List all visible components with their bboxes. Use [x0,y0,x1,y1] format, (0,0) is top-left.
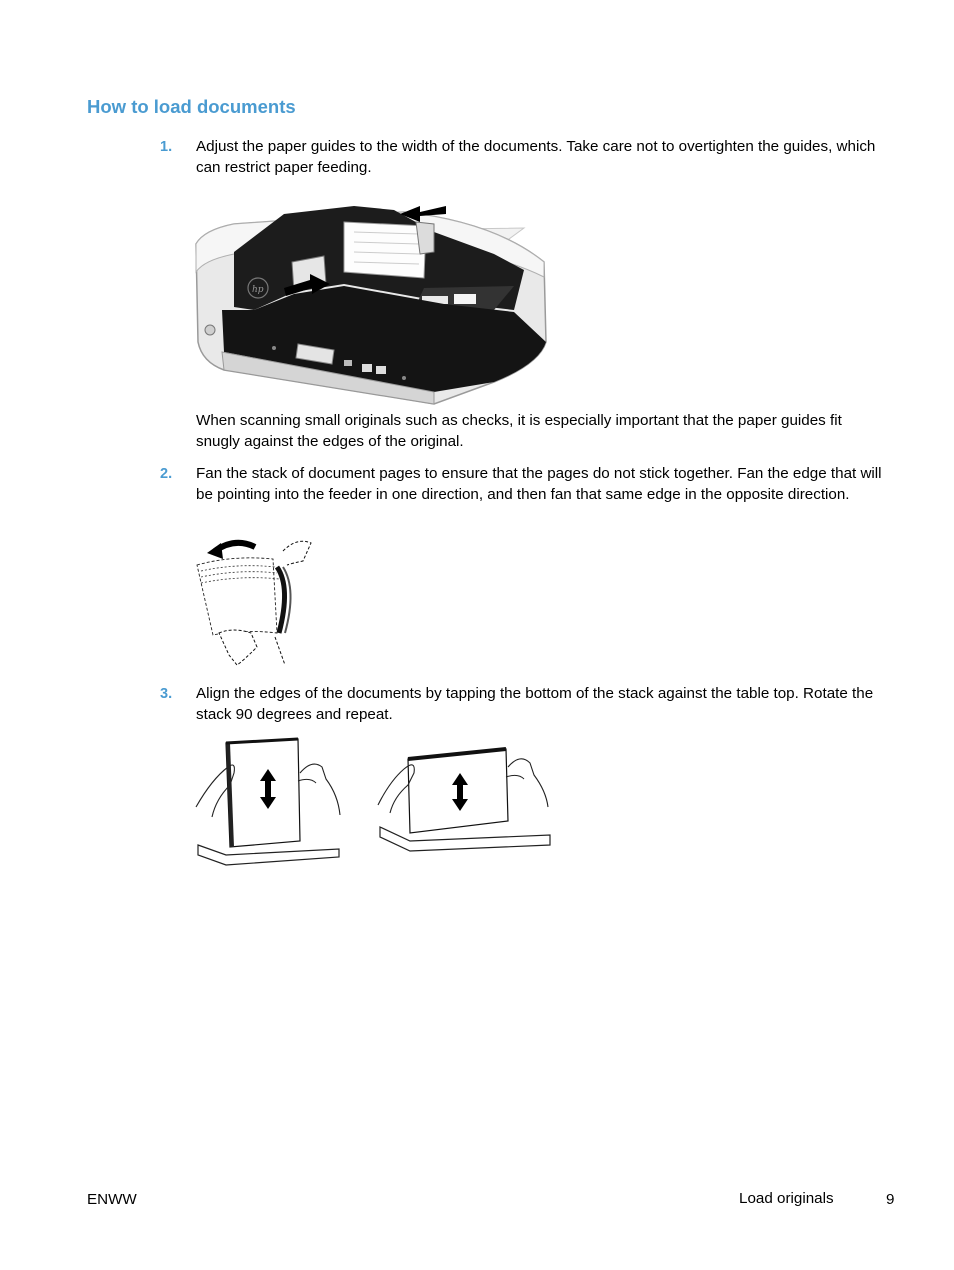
step-3-text: Align the edges of the documents by tapping the bottom of the stack against the table top. Rotate the stack 90 degrees and repeat. [196,685,874,723]
footer-section-title: Load originals [739,1190,834,1207]
step-1-number: 1. [160,139,173,155]
tapping-stack-illustration [194,737,554,878]
svg-text:hp: hp [252,285,264,295]
step-1-text: Adjust the paper guides to the width of the documents. Take care not to overtighten the guides, which can restrict paper feeding. [196,138,876,176]
step-3-number: 3. [160,686,173,702]
fanning-pages-illustration [193,537,317,674]
footer-manual-code: ENWW [87,1191,137,1208]
footer-page-number: 9 [886,1191,895,1208]
step-1-note: When scanning small originals such as checks, it is especially important that the paper guides fit snugly against the edges of the original. [196,412,842,450]
step-2-text: Fan the stack of document pages to ensure that the pages do not stick together. Fan the edge that will be pointing into the feeder in one direction, and then fan that same edge in the opposite direction. [196,465,882,503]
scanner-illustration [194,192,554,415]
step-2-number: 2. [160,466,173,482]
section-heading: How to load documents [87,96,296,117]
